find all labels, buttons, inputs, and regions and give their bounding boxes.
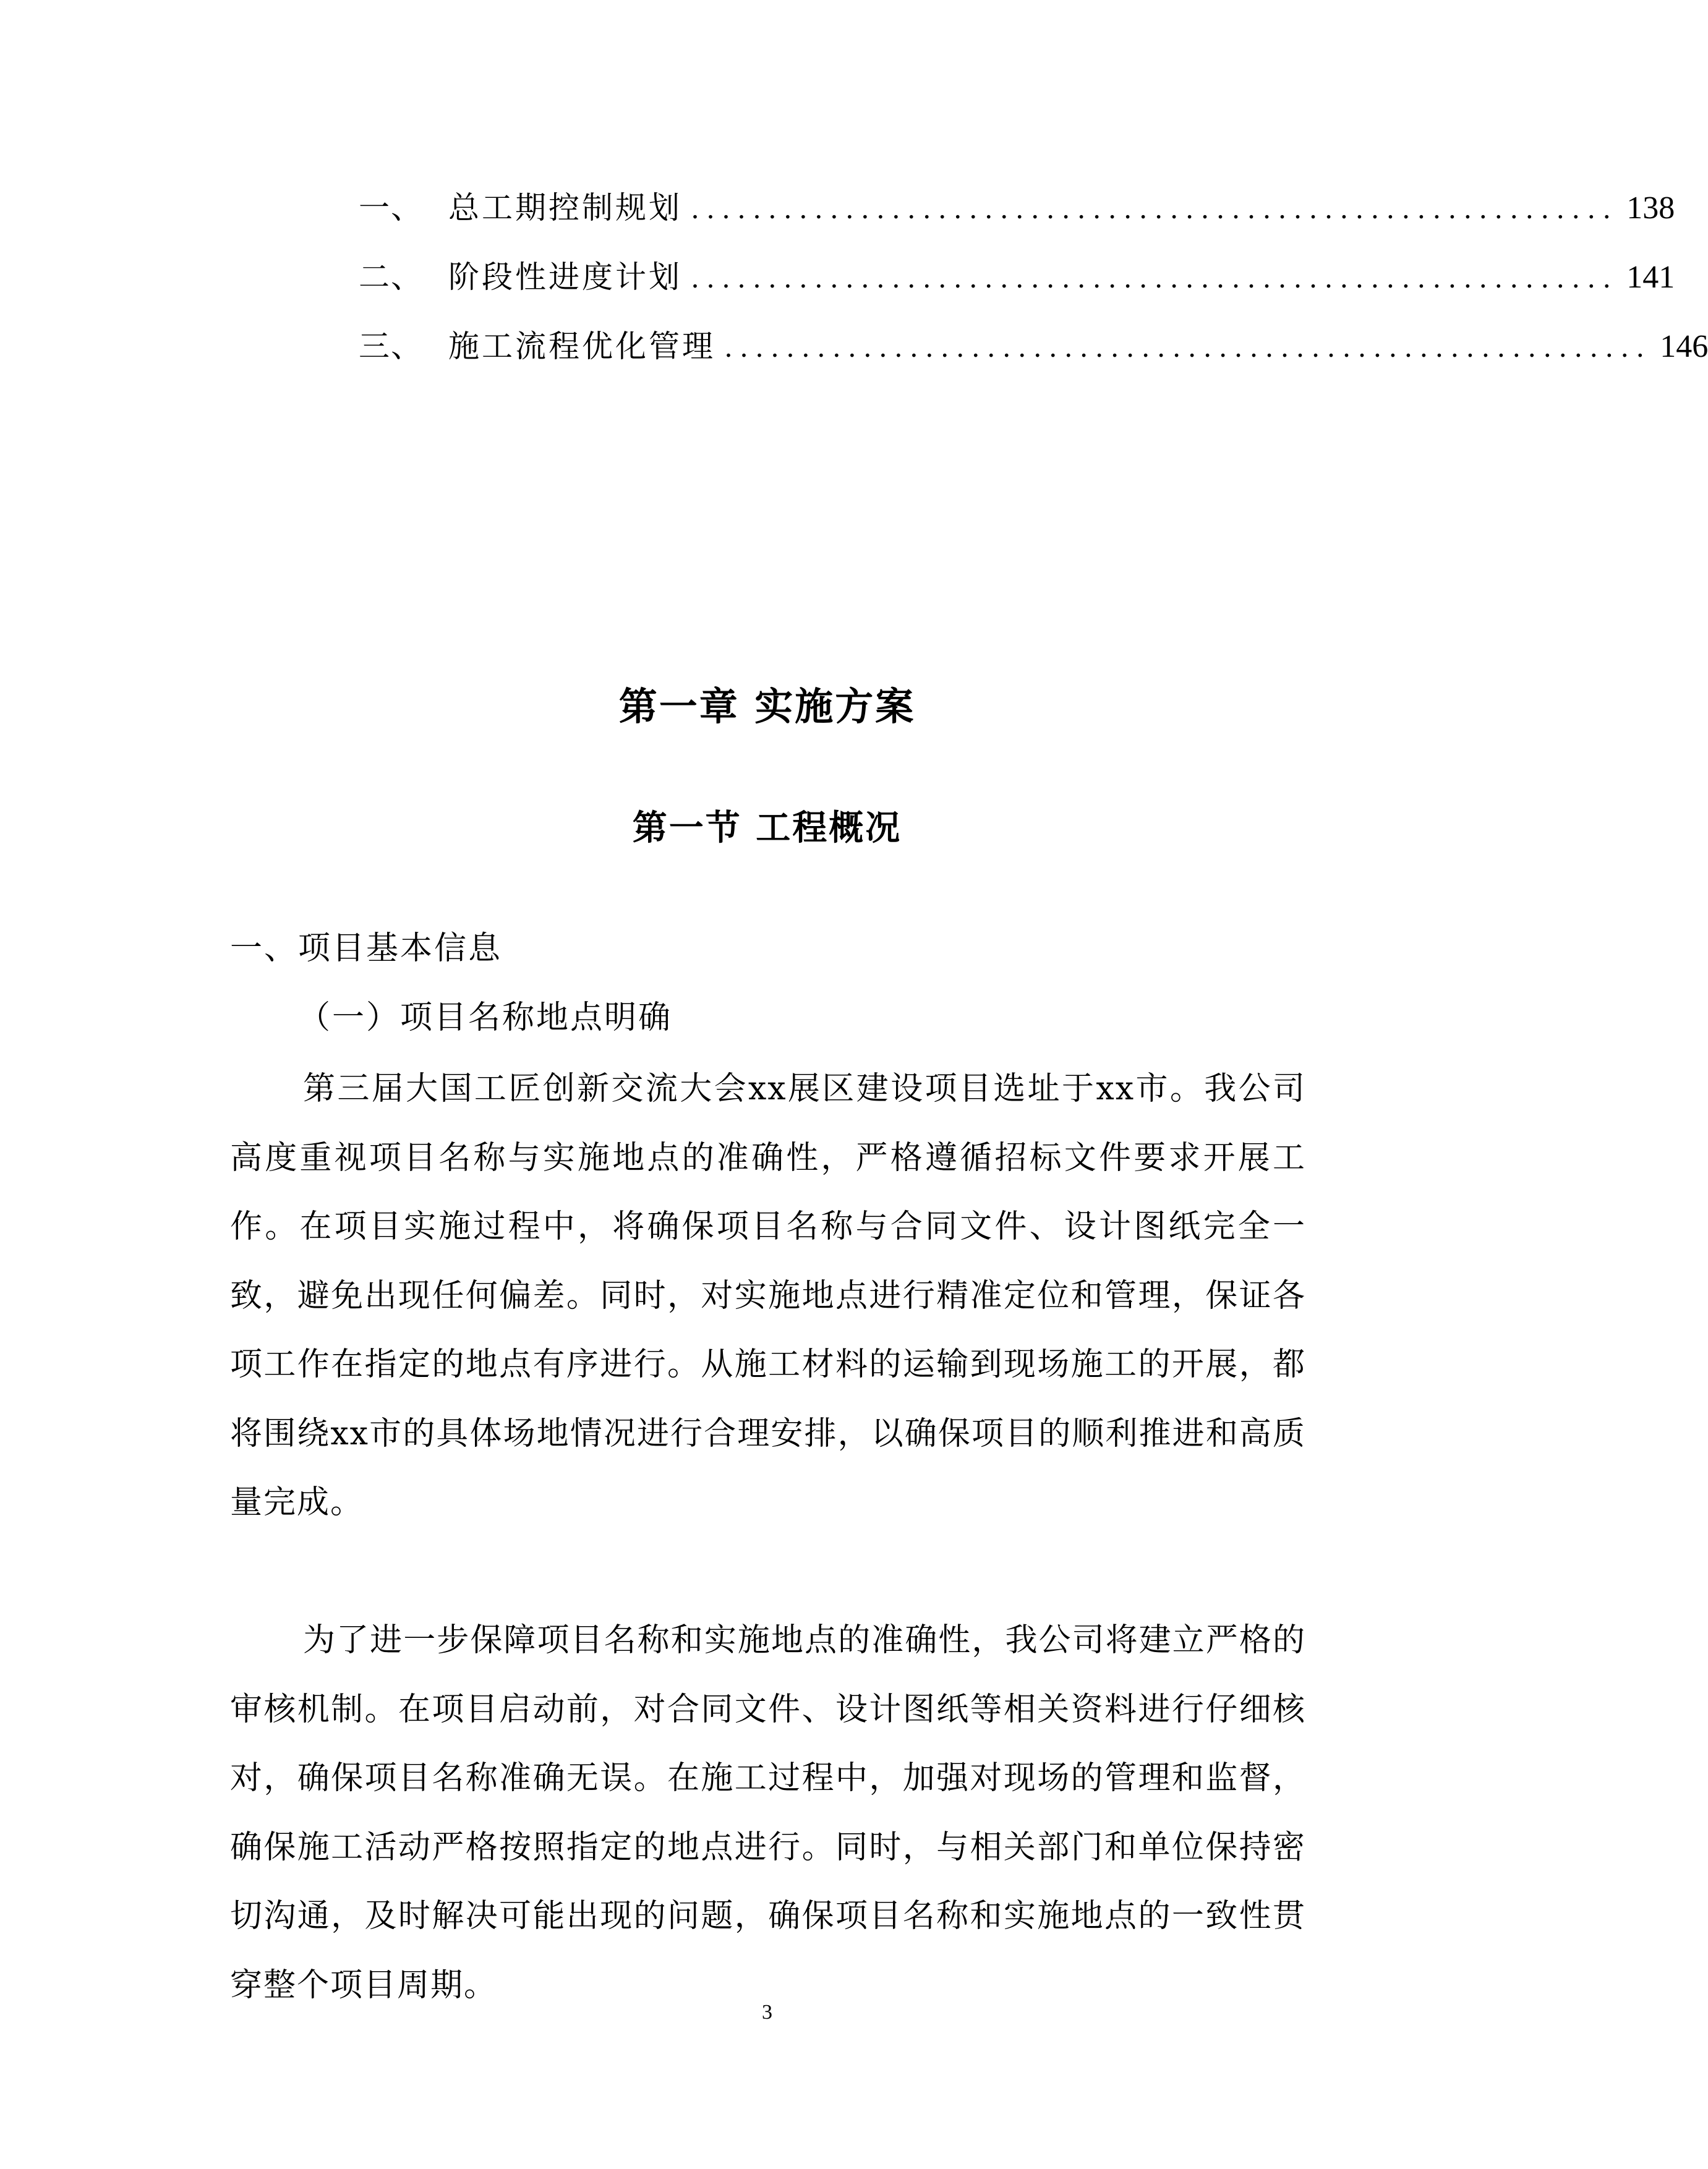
body-paragraph: 第三届大国工匠创新交流大会xx展区建设项目选址于xx市。我公司高度重视项目名称与实施地点的准确性，严格遵循招标文件要求开展工作。在项目实施过程中，将确保项目名称与合同文件、设计图纸完全一致，避免出现任何偏差。同时，对实施地点进行精准定位和管理，保证各项工作在指定的地点有序进行。从施工材料的运输到现场施工的开展，都将围绕xx市的具体场地情况进行合理安排，以确保项目的顺利推进和高质量完成。 — [230, 1070, 1306, 1521]
chapter-title: 第一章 实施方案 — [618, 684, 916, 729]
toc-entry-number: 三、 — [359, 328, 423, 364]
toc-entry-page: 141 — [1626, 260, 1675, 295]
toc-entry-number: 一、 — [359, 190, 423, 226]
toc-entry-number: 二、 — [359, 259, 423, 295]
page-number: 3 — [762, 2001, 772, 2024]
toc-leader-dots: ............................................................ — [724, 332, 1652, 364]
subheading-project-name-location: （一）项目名称地点明确 — [298, 999, 673, 1036]
toc-entry-title: 阶段性进度计划 — [448, 259, 682, 295]
toc-entry-title: 总工期控制规划 — [448, 190, 682, 226]
toc-leader-dots: ............................................................ — [691, 194, 1618, 225]
toc-entry[interactable] — [359, 183, 1675, 252]
toc-leader-dots: ............................................................ — [691, 263, 1618, 294]
section-title: 第一节 工程概况 — [632, 808, 902, 848]
body-paragraph: 为了进一步保障项目名称和实施地点的准确性，我公司将建立严格的审核机制。在项目启动前，对合同文件、设计图纸等相关资料进行仔细核对，确保项目名称准确无误。在施工过程中，加强对现场的管理和监督，确保施工活动严格按照指定的地点进行。同时，与相关部门和单位保持密切沟通，及时解决可能出现的问题，确保项目名称和实施地点的一致性贯穿整个项目周期。 — [230, 1622, 1306, 2004]
toc-entry[interactable] — [359, 322, 1708, 391]
toc-entry-page: 138 — [1626, 190, 1675, 226]
toc-entry-title: 施工流程优化管理 — [448, 328, 715, 364]
toc-entry[interactable] — [359, 252, 1675, 322]
toc-entry-page: 146 — [1660, 329, 1708, 364]
heading-project-basic-info: 一、项目基本信息 — [230, 930, 503, 967]
table-of-contents — [359, 183, 1708, 391]
